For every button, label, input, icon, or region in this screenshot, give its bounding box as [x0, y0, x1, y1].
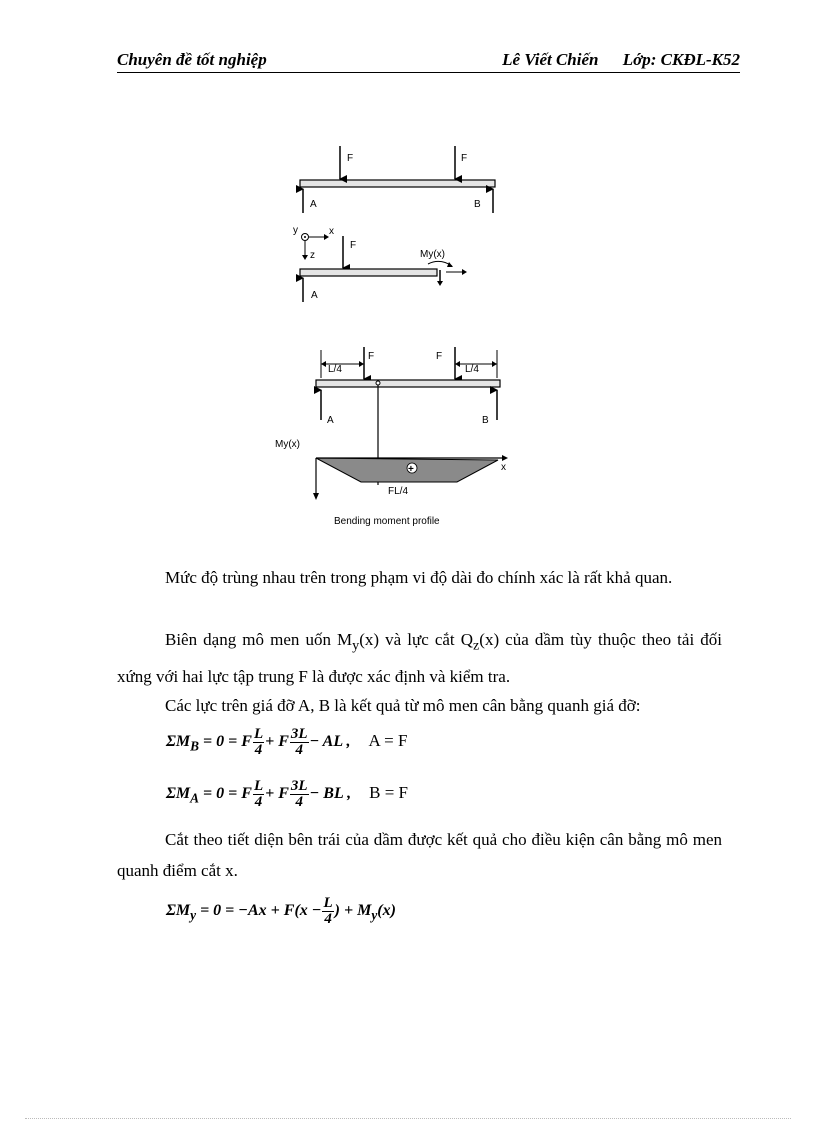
paragraph-2: Biên dạng mô men uốn $M_y(x)$ và lực cắt $Q_z(x)$ của dầm tùy thuộc theo tải đối xứng với hai lực tập trung F là được xác định và kiểm tra.: [117, 630, 722, 687]
paragraph-1: Mức độ trùng nhau trên trong phạm vi độ dài đo chính xác là rất khả quan.: [165, 568, 673, 587]
equation-3: $\Sigma M_y = 0 = -Ax + F(x$ − $\frac{L}{4}$ ) + $M_y(x)$: [166, 895, 396, 927]
axis-label-x: x: [501, 462, 506, 473]
fraction: $\frac{3L}{4}$: [290, 778, 308, 810]
support-label-b: B: [474, 199, 481, 210]
axis-label-y: y: [293, 225, 298, 236]
dim-label: L/4: [465, 364, 479, 375]
force-label: F: [347, 153, 354, 164]
force-label: F: [368, 351, 375, 362]
beam-diagram-1: [300, 146, 495, 213]
support-label-b: B: [482, 415, 489, 426]
axis-label-z: z: [310, 250, 315, 261]
moment-label: My(x): [420, 249, 445, 260]
fraction: $\frac{L}{4}$: [323, 895, 333, 927]
header-author: Lê Viết Chiến: [502, 50, 599, 69]
fraction: $\frac{3L}{4}$: [290, 726, 308, 758]
footer-divider: [25, 1118, 791, 1119]
force-label: F: [436, 351, 443, 362]
dim-label: L/4: [328, 364, 342, 375]
plus-sign: +: [408, 464, 414, 475]
equation-2-result: B = F: [369, 783, 409, 803]
moment-axis-label: My(x): [275, 439, 300, 450]
beam-diagram-2: [293, 225, 467, 302]
equation-1: $\Sigma M_B = 0 = F$ $\frac{L}{4}$ + F $\frac{3L}{4}$ − AL , A = F: [166, 726, 408, 758]
axis-label-x: x: [329, 226, 334, 237]
header-title: Chuyên đề tốt nghiệp: [117, 50, 267, 69]
beam-diagram-3: [275, 347, 508, 527]
beam-figure: [0, 0, 816, 540]
support-label-a: A: [311, 290, 318, 301]
support-label-a: A: [327, 415, 334, 426]
paragraph-3: Các lực trên giá đỡ A, B là kết quả từ mô men cân bằng quanh giá đỡ:: [165, 696, 641, 715]
paragraph-4: Cắt theo tiết diện bên trái của dầm được kết quả cho điều kiện cân bằng mô men quanh điểm cắt x.: [117, 830, 722, 880]
fraction: $\frac{L}{4}$: [253, 726, 264, 758]
force-label: F: [461, 153, 468, 164]
fraction: $\frac{L}{4}$: [253, 778, 264, 810]
force-label: F: [350, 240, 357, 251]
max-moment-label: FL/4: [388, 486, 409, 497]
header-class: Lớp: CKĐL-K52: [622, 50, 740, 69]
support-label-a: A: [310, 199, 317, 210]
equation-2: $\Sigma M_A = 0 = F$ $\frac{L}{4}$ + F $\frac{3L}{4}$ − BL , B = F: [166, 778, 409, 810]
equation-1-result: A = F: [368, 731, 408, 751]
figure-caption: Bending moment profile: [334, 516, 440, 527]
